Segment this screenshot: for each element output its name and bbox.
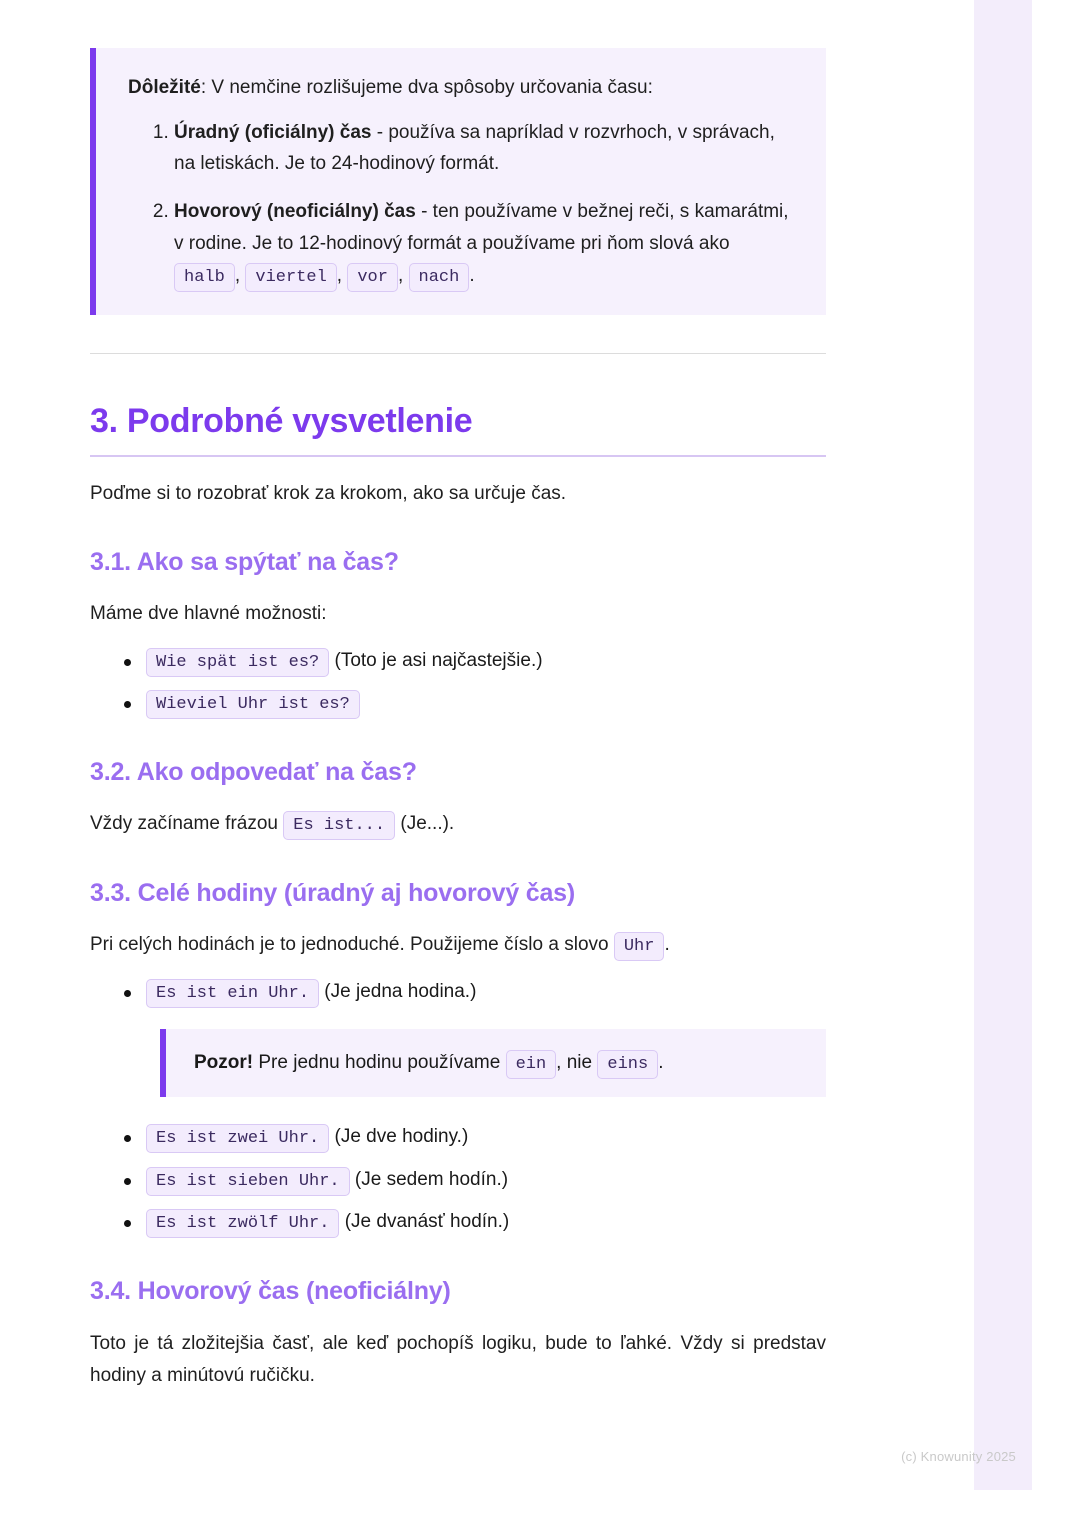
list-item-note: (Je jedna hodina.) — [319, 981, 477, 1003]
code-chip-uhr: Uhr — [614, 932, 665, 961]
code-chip-vor: vor — [347, 263, 398, 292]
list-item — [124, 1166, 826, 1195]
question-list — [90, 647, 826, 718]
warning-text-b: , nie — [556, 1051, 598, 1073]
code-separator: , — [234, 265, 246, 287]
code-chip-question-1: Wie spät ist es? — [146, 648, 329, 677]
warning-text — [194, 1049, 802, 1078]
code-chip-viertel: viertel — [245, 263, 336, 292]
callout-intro — [128, 74, 798, 103]
warning-callout-wrapper — [124, 1029, 826, 1098]
hours-list — [90, 978, 826, 1237]
callout-list-item — [174, 196, 798, 292]
list-item — [124, 647, 826, 676]
code-chip-zwoelf-uhr: Es ist zwölf Uhr. — [146, 1209, 339, 1238]
list-item-note: (Je sedem hodín.) — [349, 1168, 509, 1190]
list-item — [124, 978, 826, 1007]
list-item-note: (Je dve hodiny.) — [329, 1126, 469, 1148]
code-chip-sieben-uhr: Es ist sieben Uhr. — [146, 1167, 350, 1196]
callout-label: Dôležité — [128, 77, 201, 98]
warning-text-a: Pre jednu hodinu používame — [253, 1051, 506, 1073]
heading-section-3-1: 3.1. Ako sa spýtať na čas? — [90, 548, 399, 577]
important-callout — [90, 48, 826, 315]
code-chip-es-ist: Es ist... — [283, 811, 395, 840]
heading-section-3-2: 3.2. Ako odpovedať na čas? — [90, 757, 417, 786]
code-chip-ein-uhr: Es ist ein Uhr. — [146, 979, 319, 1008]
callout-list — [128, 117, 798, 293]
callout-item-bold: Hovorový (neoficiálny) čas — [174, 201, 416, 223]
warning-callout — [160, 1029, 826, 1098]
callout-item-text: - používa sa napríklad v rozvrhoch, v správach, na letiskách. Je to 24-hodinový formát. — [174, 121, 775, 175]
code-chip-nach: nach — [409, 263, 470, 292]
section-3-3-text — [90, 930, 826, 960]
section-3-4-text: Toto je tá zložitejšia časť, ale keď pochopíš logiku, bude to ľahké. Vždy si predstav hodiny a minútovú ručičku. — [90, 1332, 826, 1387]
document-content — [90, 0, 826, 1393]
section-3-3-text-b: . — [664, 933, 670, 955]
callout-item-text: - ten používame v bežnej reči, s kamarátmi, v rodine. Je to 12-hodinový formát a používame pri ňom slová ako — [174, 201, 789, 255]
list-item — [124, 1208, 826, 1237]
section-3-2-text-b: (Je...). — [395, 812, 455, 834]
heading-section-3: 3. Podrobné vysvetlenie — [90, 401, 473, 440]
code-chip-question-2: Wieviel Uhr ist es? — [146, 690, 360, 719]
section-3-intro: Poďme si to rozobrať krok za krokom, ako sa určuje čas. — [90, 482, 567, 504]
code-chip-ein: ein — [506, 1050, 557, 1079]
callout-intro-text: : V nemčine rozlišujeme dva spôsoby určovania času: — [200, 77, 653, 98]
list-item — [124, 1123, 826, 1152]
warning-text-c: . — [658, 1051, 664, 1073]
callout-item-bold: Úradný (oficiálny) čas — [174, 121, 372, 143]
code-chip-zwei-uhr: Es ist zwei Uhr. — [146, 1124, 329, 1153]
callout-list-item — [174, 117, 798, 181]
page-side-band — [974, 0, 1032, 1490]
list-item-note: (Je dvanásť hodín.) — [339, 1211, 510, 1233]
heading-section-3-4: 3.4. Hovorový čas (neoficiálny) — [90, 1276, 451, 1305]
callout-item-text-end: . — [469, 265, 475, 287]
list-item-note: (Toto je asi najčastejšie.) — [329, 649, 543, 671]
warning-label: Pozor! — [194, 1051, 254, 1073]
code-separator: , — [336, 265, 348, 287]
code-chip-halb: halb — [174, 263, 235, 292]
copyright-watermark: (c) Knowunity 2025 — [901, 1449, 1016, 1464]
list-item — [124, 689, 826, 718]
section-3-1-intro: Máme dve hlavné možnosti: — [90, 603, 327, 625]
heading-underline — [90, 455, 826, 457]
section-divider — [90, 353, 826, 354]
code-separator: , — [397, 265, 409, 287]
section-3-2-text-a: Vždy začíname frázou — [90, 812, 284, 834]
heading-section-3-3: 3.3. Celé hodiny (úradný aj hovorový čas) — [90, 878, 576, 907]
code-chip-eins: eins — [597, 1050, 658, 1079]
section-3-3-text-a: Pri celých hodinách je to jednoduché. Použijeme číslo a slovo — [90, 933, 614, 955]
section-3-2-text — [90, 809, 826, 839]
